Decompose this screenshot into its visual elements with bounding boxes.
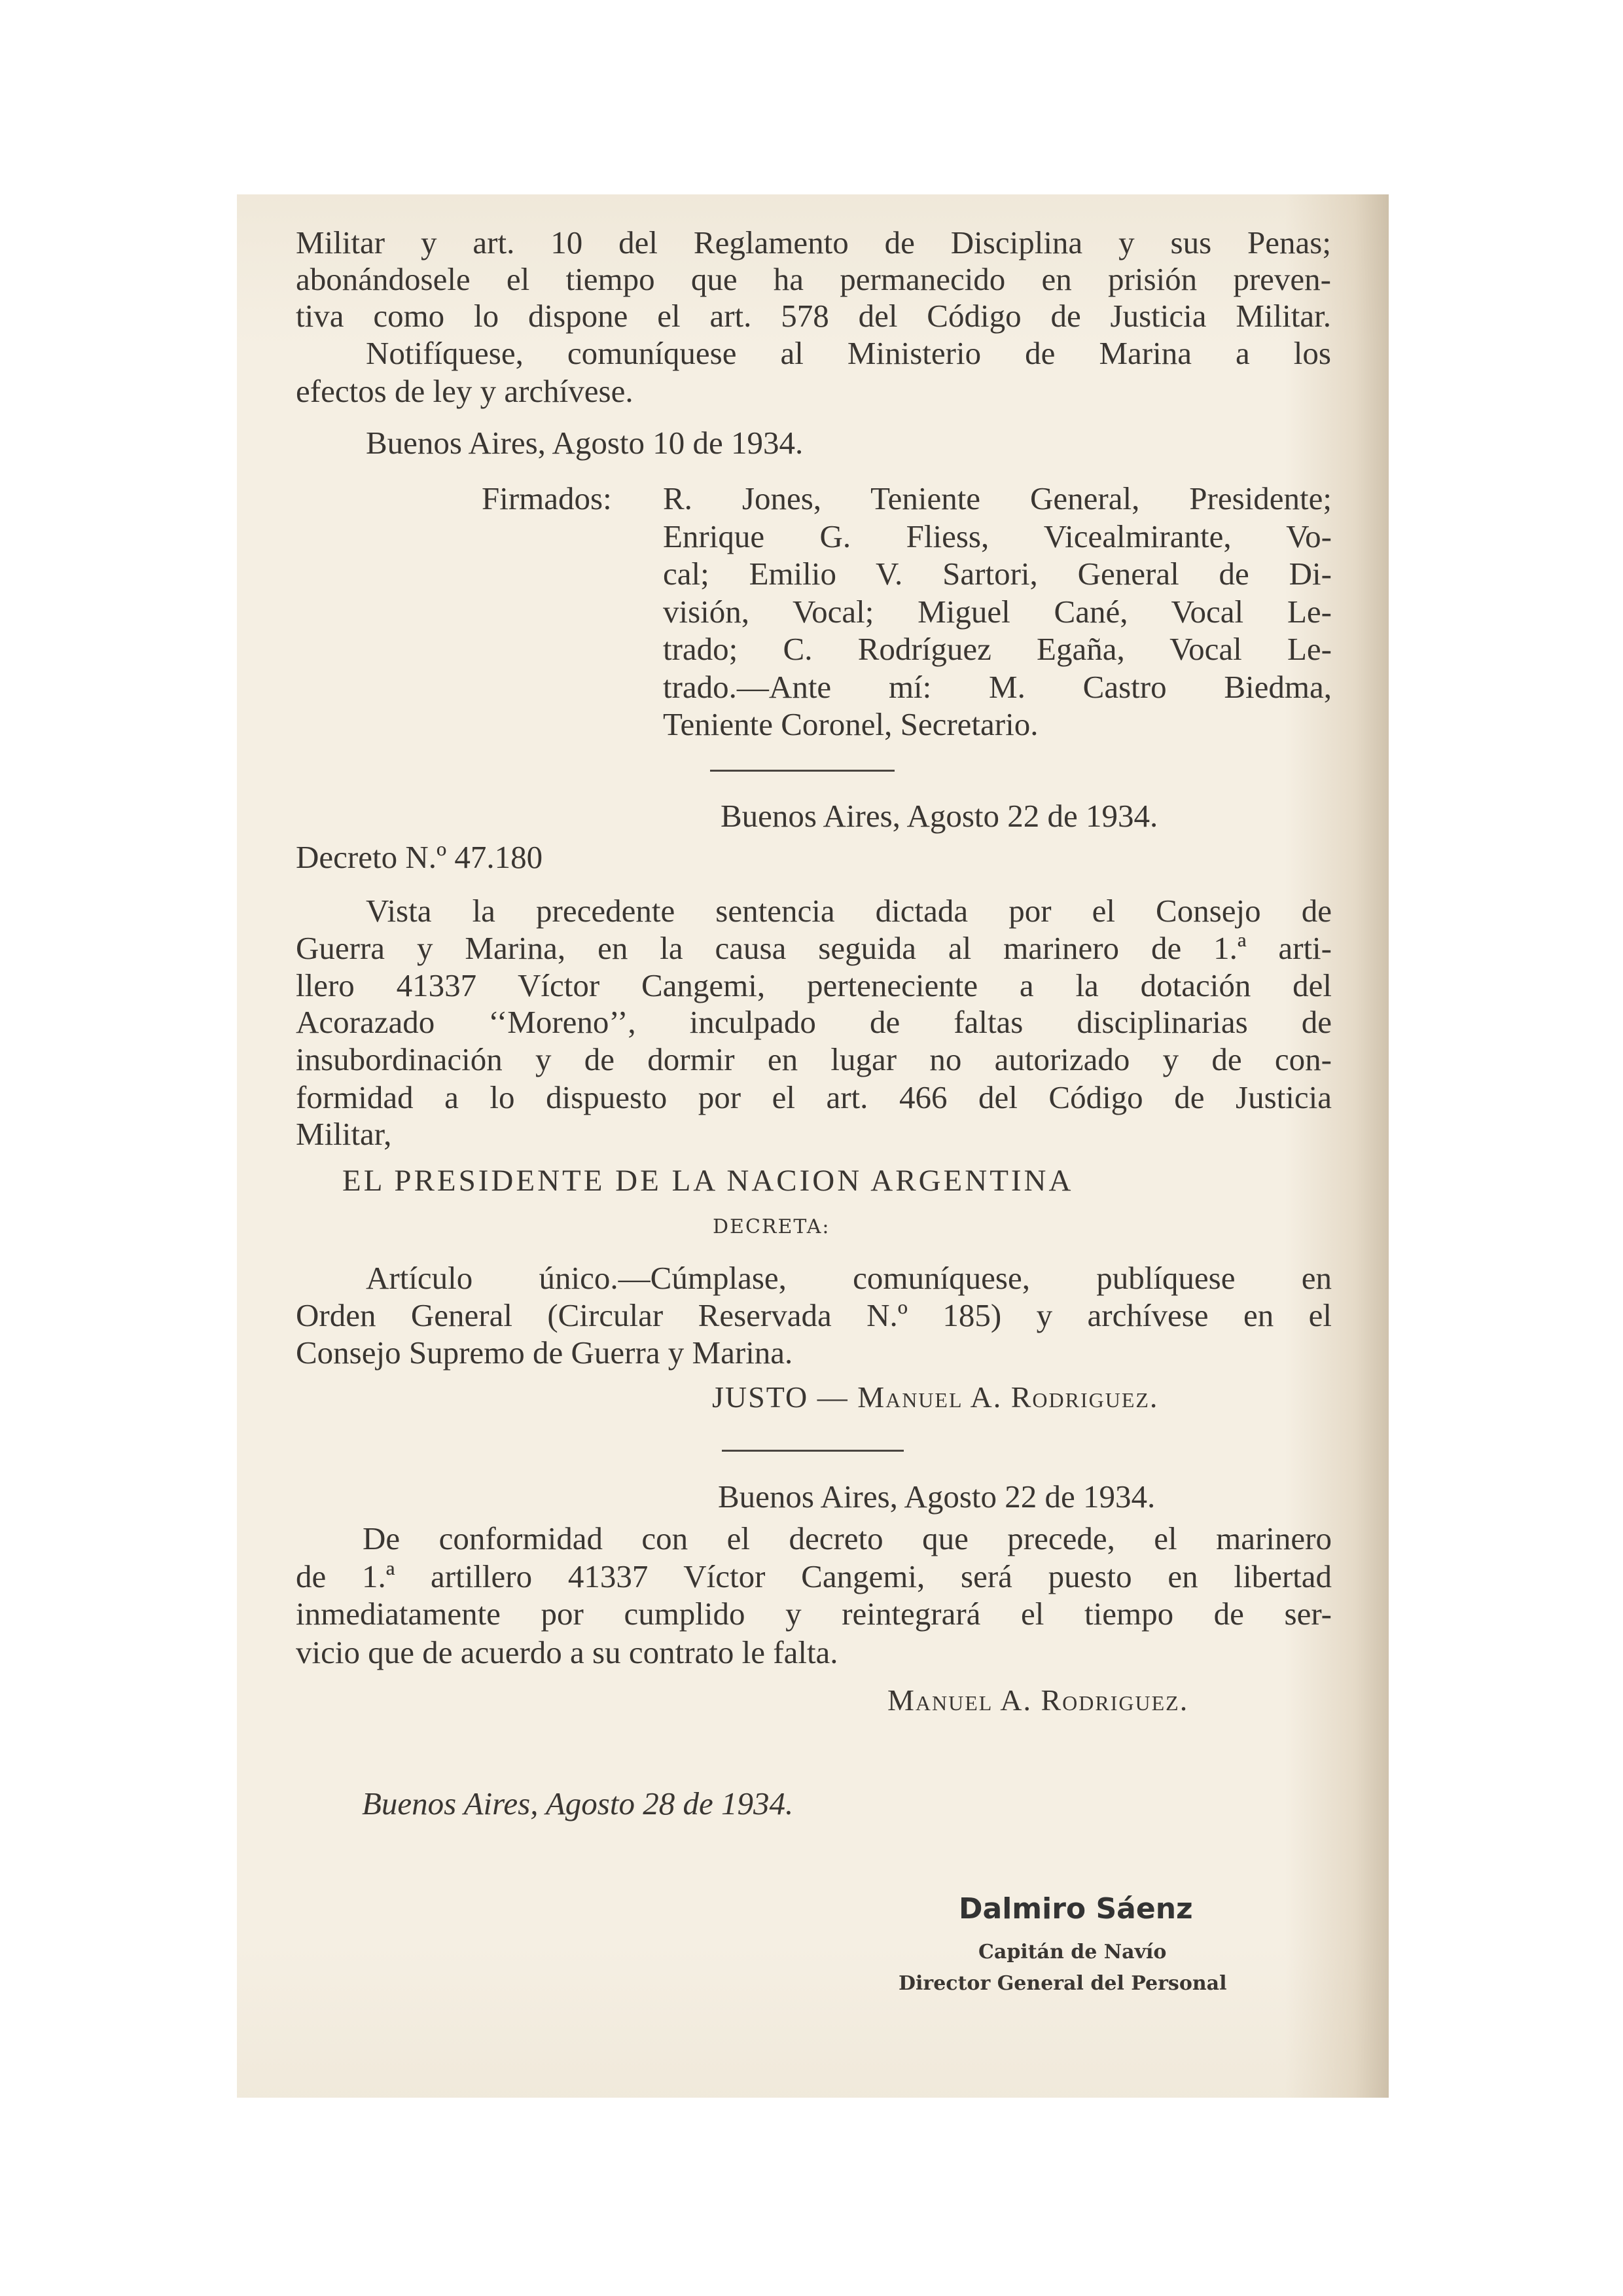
final-signature-rank: Capitán de Navío: [978, 1941, 1167, 1964]
text-line: Militar,: [296, 1116, 392, 1152]
date-line: Buenos Aires, Agosto 22 de 1934.: [718, 1479, 1156, 1515]
signer-line: R. Jones, Teniente General, Presidente;: [663, 480, 1332, 516]
text-line: abonándosele el tiempo que ha permanecido en prisión preven-: [296, 261, 1331, 297]
signer-line: Teniente Coronel, Secretario.: [663, 706, 1039, 742]
text-line: Artículo único.—Cúmplase, comuníquese, publíquese en: [366, 1260, 1332, 1296]
text-line: Consejo Supremo de Guerra y Marina.: [296, 1335, 793, 1371]
text-line: efectos de ley y archívese.: [296, 373, 633, 409]
text-line: Vista la precedente sentencia dictada por el Consejo de: [366, 893, 1332, 929]
decreta-heading: DECRETA:: [713, 1215, 830, 1238]
text-line: Guerra y Marina, en la causa seguida al marinero de 1.ª arti-: [296, 930, 1332, 966]
signer-line: visión, Vocal; Miguel Cané, Vocal Le-: [663, 594, 1332, 630]
text-line: Acorazado ‘‘Moreno’’, inculpado de faltas disciplinarias de: [296, 1004, 1332, 1040]
text-line: vicio que de acuerdo a su contrato le falta.: [296, 1634, 838, 1670]
signer-line: trado; C. Rodríguez Egaña, Vocal Le-: [663, 631, 1332, 667]
signatures-line: JUSTO — Manuel A. Rodriguez.: [712, 1380, 1159, 1414]
signer-line: trado.—Ante mí: M. Castro Biedma,: [663, 669, 1332, 705]
text-line: De conformidad con el decreto que precede, el marinero: [363, 1520, 1332, 1556]
text-line: llero 41337 Víctor Cangemi, perteneciente a la dotación del: [296, 967, 1332, 1003]
signature-line: Manuel A. Rodriguez.: [887, 1683, 1189, 1717]
signer-line: Enrique G. Fliess, Vicealmirante, Vo-: [663, 518, 1332, 554]
text-line: insubordinación y de dormir en lugar no autorizado y de con-: [296, 1041, 1332, 1077]
divider: [722, 1450, 904, 1452]
text-line: formidad a lo dispuesto por el art. 466 del Código de Justicia: [296, 1079, 1332, 1115]
text-line: Notifíquese, comuníquese al Ministerio de Marina a los: [366, 335, 1331, 371]
final-signature-name: Dalmiro Sáenz: [959, 1892, 1193, 1926]
final-signature-title: Director General del Personal: [899, 1972, 1227, 1995]
president-heading: EL PRESIDENTE DE LA NACION ARGENTINA: [342, 1164, 1074, 1198]
divider: [710, 770, 895, 772]
text-line: Orden General (Circular Reservada N.º 185) y archívese en el: [296, 1297, 1332, 1333]
date-line: Buenos Aires, Agosto 22 de 1934.: [721, 798, 1158, 834]
signer-line: cal; Emilio V. Sartori, General de Di-: [663, 556, 1332, 592]
signed-label: Firmados:: [482, 480, 612, 516]
decree-number: Decreto N.º 47.180: [296, 839, 543, 875]
text-line: Militar y art. 10 del Reglamento de Disciplina y sus Penas;: [296, 224, 1331, 260]
text-line: tiva como lo dispone el art. 578 del Código de Justicia Militar.: [296, 298, 1331, 334]
text-line: de 1.ª artillero 41337 Víctor Cangemi, será puesto en libertad: [296, 1558, 1332, 1594]
date-line: Buenos Aires, Agosto 10 de 1934.: [366, 425, 804, 461]
text-line: inmediatamente por cumplido y reintegrará el tiempo de ser-: [296, 1596, 1332, 1632]
final-date: Buenos Aires, Agosto 28 de 1934.: [362, 1785, 794, 1821]
